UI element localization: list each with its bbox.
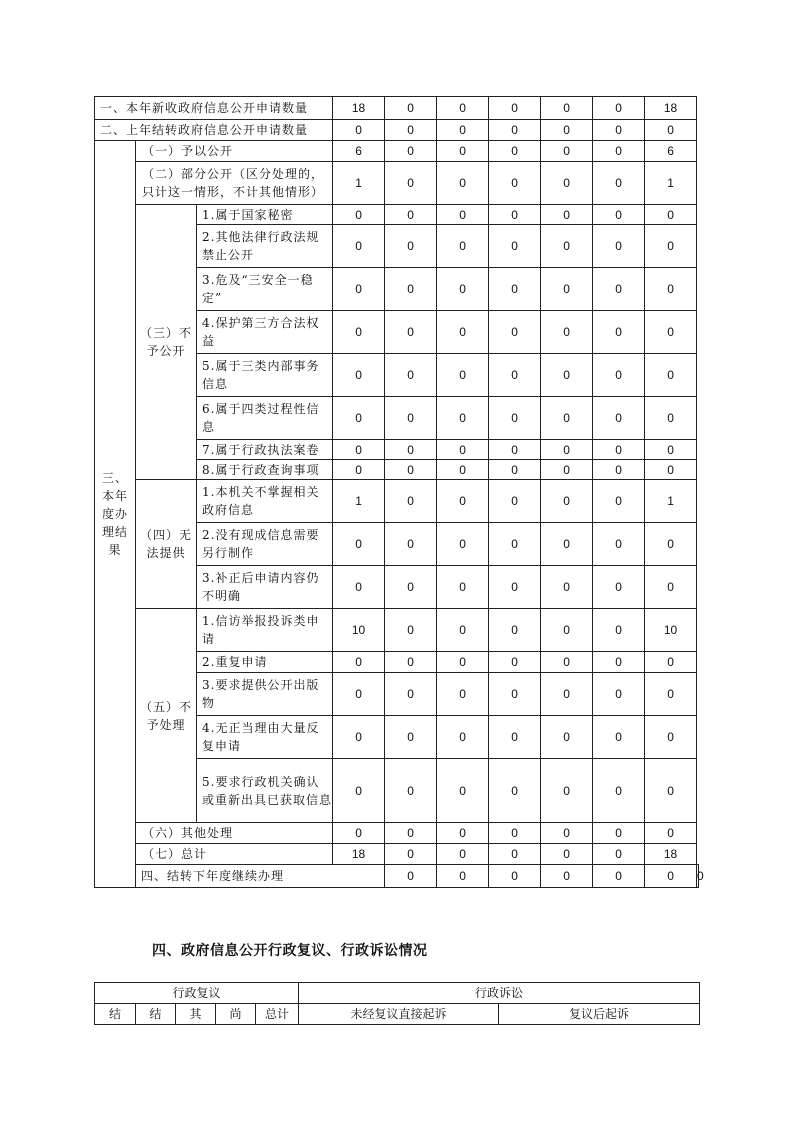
value-cell: 0 [385,268,437,311]
value-cell: 0 [437,268,489,311]
value-cell: 0 [593,652,645,673]
value-cell: 0 [385,844,437,865]
value-cell: 18 [645,844,697,865]
value-cell: 0 [333,566,385,609]
value-cell: 0 [437,440,489,460]
value-cell: 0 [645,652,697,673]
value-cell: 0 [541,225,593,268]
value-cell: 0 [593,823,645,844]
value-cell: 0 [541,716,593,759]
value-cell: 0 [697,865,699,888]
section4-title: 四、政府信息公开行政复议、行政诉讼情况 [152,943,428,959]
row-disclosed [95,141,699,162]
value-cell: 0 [489,865,541,888]
row-label: 3.危及“三安全一稳定” [197,268,333,311]
value-cell: 0 [437,759,489,823]
row-carried-requests [95,120,699,141]
value-cell: 0 [333,759,385,823]
value-cell: 0 [437,566,489,609]
value-cell: 0 [541,566,593,609]
row-label: 4.无正当理由大量反复申请 [197,716,333,759]
value-cell: 1 [645,480,697,523]
value-cell: 0 [489,609,541,652]
value-cell: 0 [645,397,697,440]
value-cell: 0 [541,397,593,440]
value-cell: 0 [333,652,385,673]
value-cell: 0 [645,225,697,268]
row-label: 3.要求提供公开出版物 [197,673,333,716]
row-not-processed-item [95,609,699,652]
value-cell: 0 [645,673,697,716]
value-cell: 0 [333,397,385,440]
row-other [95,823,699,844]
value-cell: 0 [541,609,593,652]
value-cell: 0 [437,480,489,523]
row-label: 二、上年结转政府信息公开申请数量 [95,120,333,141]
value-cell: 0 [437,652,489,673]
value-cell: 0 [593,480,645,523]
value-cell: 1 [645,162,697,205]
value-cell: 0 [385,205,437,225]
value-cell: 0 [593,440,645,460]
value-cell: 0 [541,440,593,460]
value-cell: 0 [333,311,385,354]
value-cell: 0 [437,865,489,888]
value-cell: 0 [333,716,385,759]
value-cell: 0 [333,673,385,716]
value-cell: 0 [437,609,489,652]
disclosure-statistics-table [94,96,704,888]
value-cell: 0 [645,120,697,141]
value-cell: 0 [385,673,437,716]
value-cell: 0 [385,162,437,205]
value-cell: 18 [333,844,385,865]
value-cell: 0 [593,225,645,268]
row-label: 8.属于行政查询事项 [197,460,333,480]
row-total [95,844,699,865]
value-cell: 0 [437,460,489,480]
value-cell: 0 [385,523,437,566]
value-cell: 0 [385,440,437,460]
value-cell: 0 [489,673,541,716]
row-unable-item [95,480,699,523]
value-cell: 0 [541,268,593,311]
value-cell: 0 [593,716,645,759]
review-col-header: 结 [136,1004,176,1025]
value-cell: 0 [593,397,645,440]
value-cell: 0 [437,311,489,354]
row-new-requests [95,97,699,120]
value-cell: 0 [437,397,489,440]
value-cell: 0 [385,97,437,120]
admin-litigation-header: 行政诉讼 [299,983,700,1004]
value-cell: 0 [541,823,593,844]
value-cell: 0 [437,162,489,205]
value-cell: 0 [333,823,385,844]
value-cell: 0 [489,162,541,205]
value-cell: 0 [437,823,489,844]
row-label: 四、结转下年度继续办理 [136,865,385,888]
value-cell: 0 [541,865,593,888]
value-cell: 0 [541,354,593,397]
value-cell: 0 [541,673,593,716]
value-cell: 0 [593,759,645,823]
row-not-disclosed-item [95,205,699,225]
value-cell: 1 [333,162,385,205]
value-cell: 10 [333,609,385,652]
value-cell: 0 [541,480,593,523]
value-cell: 0 [333,523,385,566]
review-col-header: 结 [95,1004,136,1025]
value-cell: 0 [645,566,697,609]
value-cell: 0 [489,354,541,397]
value-cell: 0 [541,460,593,480]
value-cell: 0 [593,673,645,716]
row-label: 3.补正后申请内容仍不明确 [197,566,333,609]
value-cell: 0 [437,141,489,162]
value-cell: 0 [593,268,645,311]
value-cell: 0 [333,205,385,225]
value-cell: 0 [541,141,593,162]
review-col-header: 尚 [216,1004,256,1025]
row-carry-next [95,865,699,888]
value-cell: 0 [541,97,593,120]
review-col-header: 总计 [256,1004,299,1025]
value-cell: 0 [593,354,645,397]
value-cell: 0 [385,141,437,162]
value-cell: 0 [541,162,593,205]
value-cell: 0 [593,311,645,354]
value-cell: 0 [385,354,437,397]
value-cell: 0 [593,609,645,652]
row-label: （六）其他处理 [136,823,333,844]
value-cell: 0 [645,865,697,888]
value-cell: 0 [593,844,645,865]
value-cell: 0 [541,120,593,141]
value-cell: 0 [333,225,385,268]
value-cell: 0 [489,225,541,268]
value-cell: 0 [437,844,489,865]
value-cell: 0 [489,205,541,225]
review-litigation-table [94,982,700,1025]
value-cell: 0 [645,716,697,759]
value-cell: 0 [593,523,645,566]
value-cell: 0 [489,311,541,354]
value-cell: 1 [333,480,385,523]
after-review-header: 复议后起诉 [499,1004,700,1025]
value-cell: 0 [645,523,697,566]
value-cell: 0 [645,440,697,460]
value-cell: 0 [489,844,541,865]
row-label: 2.其他法律行政法规禁止公开 [197,225,333,268]
value-cell: 0 [593,460,645,480]
row-label: 2.重复申请 [197,652,333,673]
value-cell: 0 [437,225,489,268]
value-cell: 0 [541,759,593,823]
value-cell: 0 [645,823,697,844]
unable-group-label: （四）无法提供 [136,480,197,609]
value-cell: 0 [385,759,437,823]
value-cell: 0 [541,652,593,673]
value-cell: 0 [489,460,541,480]
review-col-header: 其 [176,1004,216,1025]
value-cell: 0 [489,141,541,162]
review-subheader-row [95,1004,700,1025]
value-cell: 0 [385,120,437,141]
row-label: 7.属于行政执法案卷 [197,440,333,460]
value-cell: 0 [437,120,489,141]
value-cell: 0 [489,97,541,120]
value-cell: 10 [645,609,697,652]
value-cell: 0 [489,268,541,311]
value-cell: 0 [385,225,437,268]
row-label: 6.属于四类过程性信息 [197,397,333,440]
value-cell: 0 [385,865,437,888]
value-cell: 0 [333,354,385,397]
value-cell: 0 [489,523,541,566]
row-label: （二）部分公开（区分处理的，只计这一情形，不计其他情形） [136,162,333,205]
admin-review-header: 行政复议 [95,983,299,1004]
row-label: （一）予以公开 [136,141,333,162]
value-cell: 0 [385,823,437,844]
row-label: 2.没有现成信息需要另行制作 [197,523,333,566]
value-cell: 0 [489,397,541,440]
value-cell: 0 [437,716,489,759]
value-cell: 0 [593,97,645,120]
direct-suit-header: 未经复议直接起诉 [299,1004,499,1025]
value-cell: 6 [645,141,697,162]
value-cell: 0 [385,652,437,673]
value-cell: 0 [541,523,593,566]
value-cell: 0 [593,120,645,141]
row-label: 1.信访举报投诉类申请 [197,609,333,652]
value-cell: 0 [333,460,385,480]
value-cell: 0 [385,397,437,440]
value-cell: 0 [541,311,593,354]
not-disclosed-group-label: （三）不予公开 [136,205,197,480]
value-cell: 18 [645,97,697,120]
value-cell: 6 [333,141,385,162]
row-label: 4.保护第三方合法权益 [197,311,333,354]
row-label: 5.要求行政机关确认或重新出具已获取信息 [197,759,333,823]
value-cell: 0 [489,566,541,609]
section3-label: 三、本年度办理结果 [95,141,136,888]
value-cell: 0 [385,566,437,609]
value-cell: 0 [385,716,437,759]
value-cell: 0 [333,120,385,141]
value-cell: 0 [489,480,541,523]
value-cell: 0 [489,716,541,759]
value-cell: 0 [333,440,385,460]
value-cell: 0 [593,141,645,162]
row-label: 一、本年新收政府信息公开申请数量 [95,97,333,120]
row-label: （七）总计 [136,844,333,865]
value-cell: 0 [593,566,645,609]
row-label: 1.属于国家秘密 [197,205,333,225]
value-cell: 0 [593,205,645,225]
value-cell: 0 [489,120,541,141]
value-cell: 0 [645,268,697,311]
value-cell: 0 [489,823,541,844]
value-cell: 0 [645,311,697,354]
value-cell: 0 [333,268,385,311]
value-cell: 0 [437,97,489,120]
value-cell: 18 [333,97,385,120]
value-cell: 0 [645,205,697,225]
value-cell: 0 [541,205,593,225]
value-cell: 0 [385,460,437,480]
value-cell: 0 [489,440,541,460]
value-cell: 0 [385,609,437,652]
value-cell: 0 [593,162,645,205]
value-cell: 0 [593,865,645,888]
not-processed-group-label: （五）不予处理 [136,609,197,823]
value-cell: 0 [645,759,697,823]
row-partial [95,162,699,205]
row-label: 5.属于三类内部事务信息 [197,354,333,397]
value-cell: 0 [541,844,593,865]
row-label: 1.本机关不掌握相关政府信息 [197,480,333,523]
value-cell: 0 [437,523,489,566]
review-header-row [95,983,700,1004]
value-cell: 0 [489,652,541,673]
value-cell: 0 [489,759,541,823]
value-cell: 0 [385,480,437,523]
value-cell: 0 [645,354,697,397]
value-cell: 0 [385,311,437,354]
value-cell: 0 [645,460,697,480]
value-cell: 0 [437,673,489,716]
value-cell: 0 [437,354,489,397]
value-cell: 0 [437,205,489,225]
